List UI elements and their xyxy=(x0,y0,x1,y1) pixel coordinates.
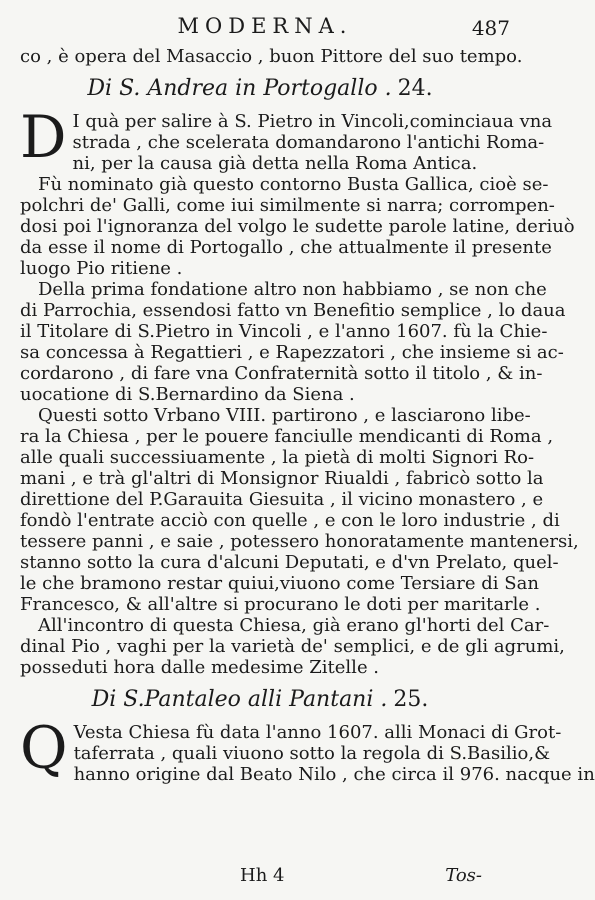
text-line: fondò l'entrate acciò con quelle , e con le loro industrie , di xyxy=(20,510,560,531)
text-line: direttione del P.Garauita Giesuita , il vicino monastero , e xyxy=(20,489,544,510)
text-line: le che bramono restar quiui,viuono come Tersiare di San xyxy=(20,573,539,594)
continuation-line: co , è opera del Masaccio , buon Pittore del suo tempo. xyxy=(20,46,523,67)
text-line: luogo Pio ritiene . xyxy=(20,258,183,279)
text-line: cordarono , di fare vna Confraternità sotto il titolo , & in- xyxy=(20,363,543,384)
paragraph xyxy=(20,279,566,405)
page-number: 487 xyxy=(471,16,510,40)
body-text xyxy=(20,46,595,785)
paragraph xyxy=(20,103,553,174)
text-line: strada , che scelerata domandarono l'antichi Roma- xyxy=(72,132,545,153)
running-title: MODERNA. xyxy=(177,14,353,38)
text-line: il Titolare di S.Pietro in Vincoli , e l'anno 1607. fù la Chie- xyxy=(20,321,548,342)
section-title: Di S. Andrea in Portogallo . xyxy=(87,76,392,101)
paragraph xyxy=(20,405,579,615)
text-line: I quà per salire à S. Pietro in Vincoli,cominciaua vna xyxy=(72,111,553,132)
running-header xyxy=(0,14,540,44)
text-line: tessere panni , e saie , potessero honoratamente mantenersi, xyxy=(20,531,579,552)
paragraph xyxy=(20,714,595,785)
text-line: dinal Pio , vaghi per la varietà de' semplici, e de gli agrumi, xyxy=(20,636,565,657)
text-line: uocatione di S.Bernardino da Siena . xyxy=(20,384,355,405)
section-number: 24. xyxy=(397,76,433,101)
text-line: All'incontro di questa Chiesa, già erano gl'horti del Car- xyxy=(38,615,550,636)
page-footer xyxy=(0,865,540,891)
text-line: da esse il nome di Portogallo , che attualmente il presente xyxy=(20,237,552,258)
drop-cap: D xyxy=(20,103,67,171)
text-line: dosi poi l'ignoranza del volgo le sudette parole latine, deriuò xyxy=(20,216,575,237)
text-line: alle quali successiuamente , la pietà di molti Signori Ro- xyxy=(20,447,535,468)
text-line: posseduti hora dalle medesime Zitelle . xyxy=(20,657,380,678)
text-line: Questi sotto Vrbano VIII. partirono , e lasciarono libe- xyxy=(38,405,531,426)
section-number: 25. xyxy=(393,687,429,712)
text-line: Francesco, & all'altre si procurano le doti per maritarle . xyxy=(20,594,541,615)
text-line: Della prima fondatione altro non habbiamo , se non che xyxy=(38,279,547,300)
section-heading-25 xyxy=(20,687,500,713)
text-line: di Parrochia, essendosi fatto vn Benefitio semplice , lo daua xyxy=(20,300,566,321)
text-line: taferrata , quali viuono sotto la regola di S.Basilio,& xyxy=(73,743,551,764)
text-line: ra la Chiesa , per le pouere fanciulle mendicanti di Roma , xyxy=(20,426,554,447)
text-line: polchri de' Galli, come iui similmente si narra; corrompen- xyxy=(20,195,555,216)
text-line: ni, per la causa già detta nella Roma Antica. xyxy=(72,153,478,174)
section-heading-24 xyxy=(20,76,500,102)
text-line: stanno sotto la cura d'alcuni Deputati, e d'vn Prelato, quel- xyxy=(20,552,559,573)
text-line: hanno origine dal Beato Nilo , che circa il 976. nacque in xyxy=(73,764,595,785)
text-line: sa concessa à Regattieri , e Rapezzatori , che insieme si ac- xyxy=(20,342,564,363)
paragraph xyxy=(20,615,565,678)
section-title: Di S.Pantaleo alli Pantani . xyxy=(91,687,388,712)
catchword: Tos- xyxy=(445,865,482,886)
text-line: Fù nominato già questo contorno Busta Gallica, cioè se- xyxy=(38,174,549,195)
paragraph xyxy=(20,174,575,279)
text-line: Vesta Chiesa fù data l'anno 1607. alli Monaci di Grot- xyxy=(73,722,562,743)
text-line: mani , e trà gl'altri di Monsignor Riualdi , fabricò sotto la xyxy=(20,468,544,489)
signature-mark: Hh 4 xyxy=(240,865,285,886)
drop-cap: Q xyxy=(20,714,68,782)
